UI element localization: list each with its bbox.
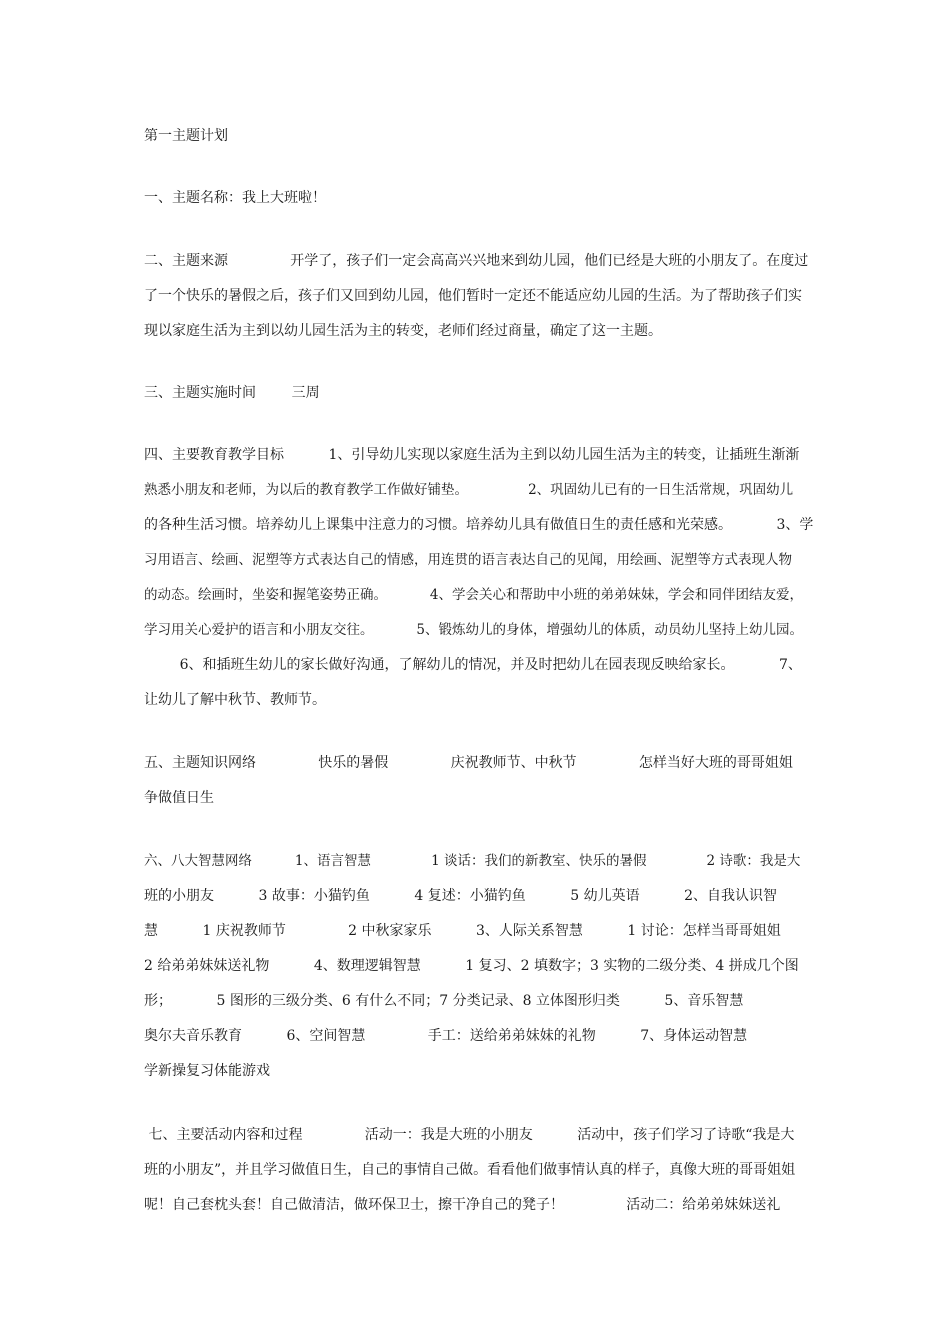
- section-theme-name: 一、主题名称：我上大班啦！: [144, 190, 326, 206]
- section-intelligence-network-line: 慧 1 庆祝教师节 2 中秋家家乐 3、人际关系智慧 1 讨论：怎样当哥哥姐姐: [144, 923, 781, 939]
- section-activities-line: 七、主要活动内容和过程 活动一：我是大班的小朋友 活动中，孩子们学习了诗歌“我是大: [144, 1127, 795, 1143]
- section-intelligence-network-line: 奥尔夫音乐教育 6、空间智慧 手工：送给弟弟妹妹的礼物 7、身体运动智慧: [144, 1028, 748, 1044]
- section-theme-source-line: 现以家庭生活为主到以幼儿园生活为主的转变，老师们经过商量，确定了这一主题。: [144, 323, 662, 339]
- section-intelligence-network-line: 2 给弟弟妹妹送礼物 4、数理逻辑智慧 1 复习、2 填数字；3 实物的二级分类、4 拼成几个图: [144, 958, 799, 974]
- section-goals-line: 学习用关心爱护的语言和小朋友交往。 5、锻炼幼儿的身体，增强幼儿的体质，动员幼儿坚持上幼儿园。: [144, 622, 804, 638]
- section-duration: 三、主题实施时间 三周: [144, 385, 320, 401]
- section-goals-line: 的动态。绘画时，坐姿和握笔姿势正确。 4、学会关心和帮助中小班的弟弟妹妹，学会和同伴团结友爱，: [144, 587, 804, 603]
- doc-title: 第一主题计划: [144, 128, 228, 144]
- section-activities-line: 班的小朋友”，并且学习做值日生，自己的事情自己做。看看他们做事情认真的样子，真像大班的哥哥姐姐: [144, 1162, 796, 1178]
- section-knowledge-network-line: 五、主题知识网络 快乐的暑假 庆祝教师节、中秋节 怎样当好大班的哥哥姐姐: [144, 755, 793, 771]
- section-intelligence-network-line: 班的小朋友 3 故事：小猫钓鱼 4 复述：小猫钓鱼 5 幼儿英语 2、自我认识智: [144, 888, 777, 904]
- section-goals-line: 的各种生活习惯。培养幼儿上课集中注意力的习惯。培养幼儿具有做值日生的责任感和光荣感。 3、学: [144, 517, 814, 533]
- section-intelligence-network-line: 形； 5 图形的三级分类、6 有什么不同；7 分类记录、8 立体图形归类 5、音乐智慧: [144, 993, 744, 1009]
- section-goals-line: 熟悉小朋友和老师，为以后的教育教学工作做好铺垫。 2、巩固幼儿已有的一日生活常规，巩固幼儿: [144, 482, 794, 498]
- section-activities-line: 呢！自己套枕头套！自己做清洁，做环保卫士，擦干净自己的凳子！ 活动二：给弟弟妹妹送礼: [144, 1197, 781, 1213]
- section-goals-line: 6、和插班生幼儿的家长做好沟通，了解幼儿的情况，并及时把幼儿在园表现反映给家长。 7、: [144, 657, 802, 673]
- section-theme-source-line: 了一个快乐的暑假之后，孩子们又回到幼儿园，他们暂时一定还不能适应幼儿园的生活。为了帮助孩子们实: [144, 288, 802, 304]
- section-knowledge-network-line: 争做值日生: [144, 790, 214, 806]
- section-goals-line: 习用语言、绘画、泥塑等方式表达自己的情感，用连贯的语言表达自己的见闻，用绘画、泥塑等方式表现人物: [144, 552, 792, 568]
- section-goals-line: 四、主要教育教学目标 1、引导幼儿实现以家庭生活为主到以幼儿园生活为主的转变，让插班生渐渐: [144, 447, 800, 463]
- section-theme-source-line: 二、主题来源 开学了，孩子们一定会高高兴兴地来到幼儿园，他们已经是大班的小朋友了。在度过: [144, 253, 809, 269]
- section-intelligence-network-line: 学新操复习体能游戏: [144, 1063, 270, 1079]
- section-goals-line: 让幼儿了解中秋节、教师节。: [144, 692, 326, 708]
- section-intelligence-network-line: 六、八大智慧网络 1、语言智慧 1 谈话：我们的新教室、快乐的暑假 2 诗歌：我是大: [144, 853, 801, 869]
